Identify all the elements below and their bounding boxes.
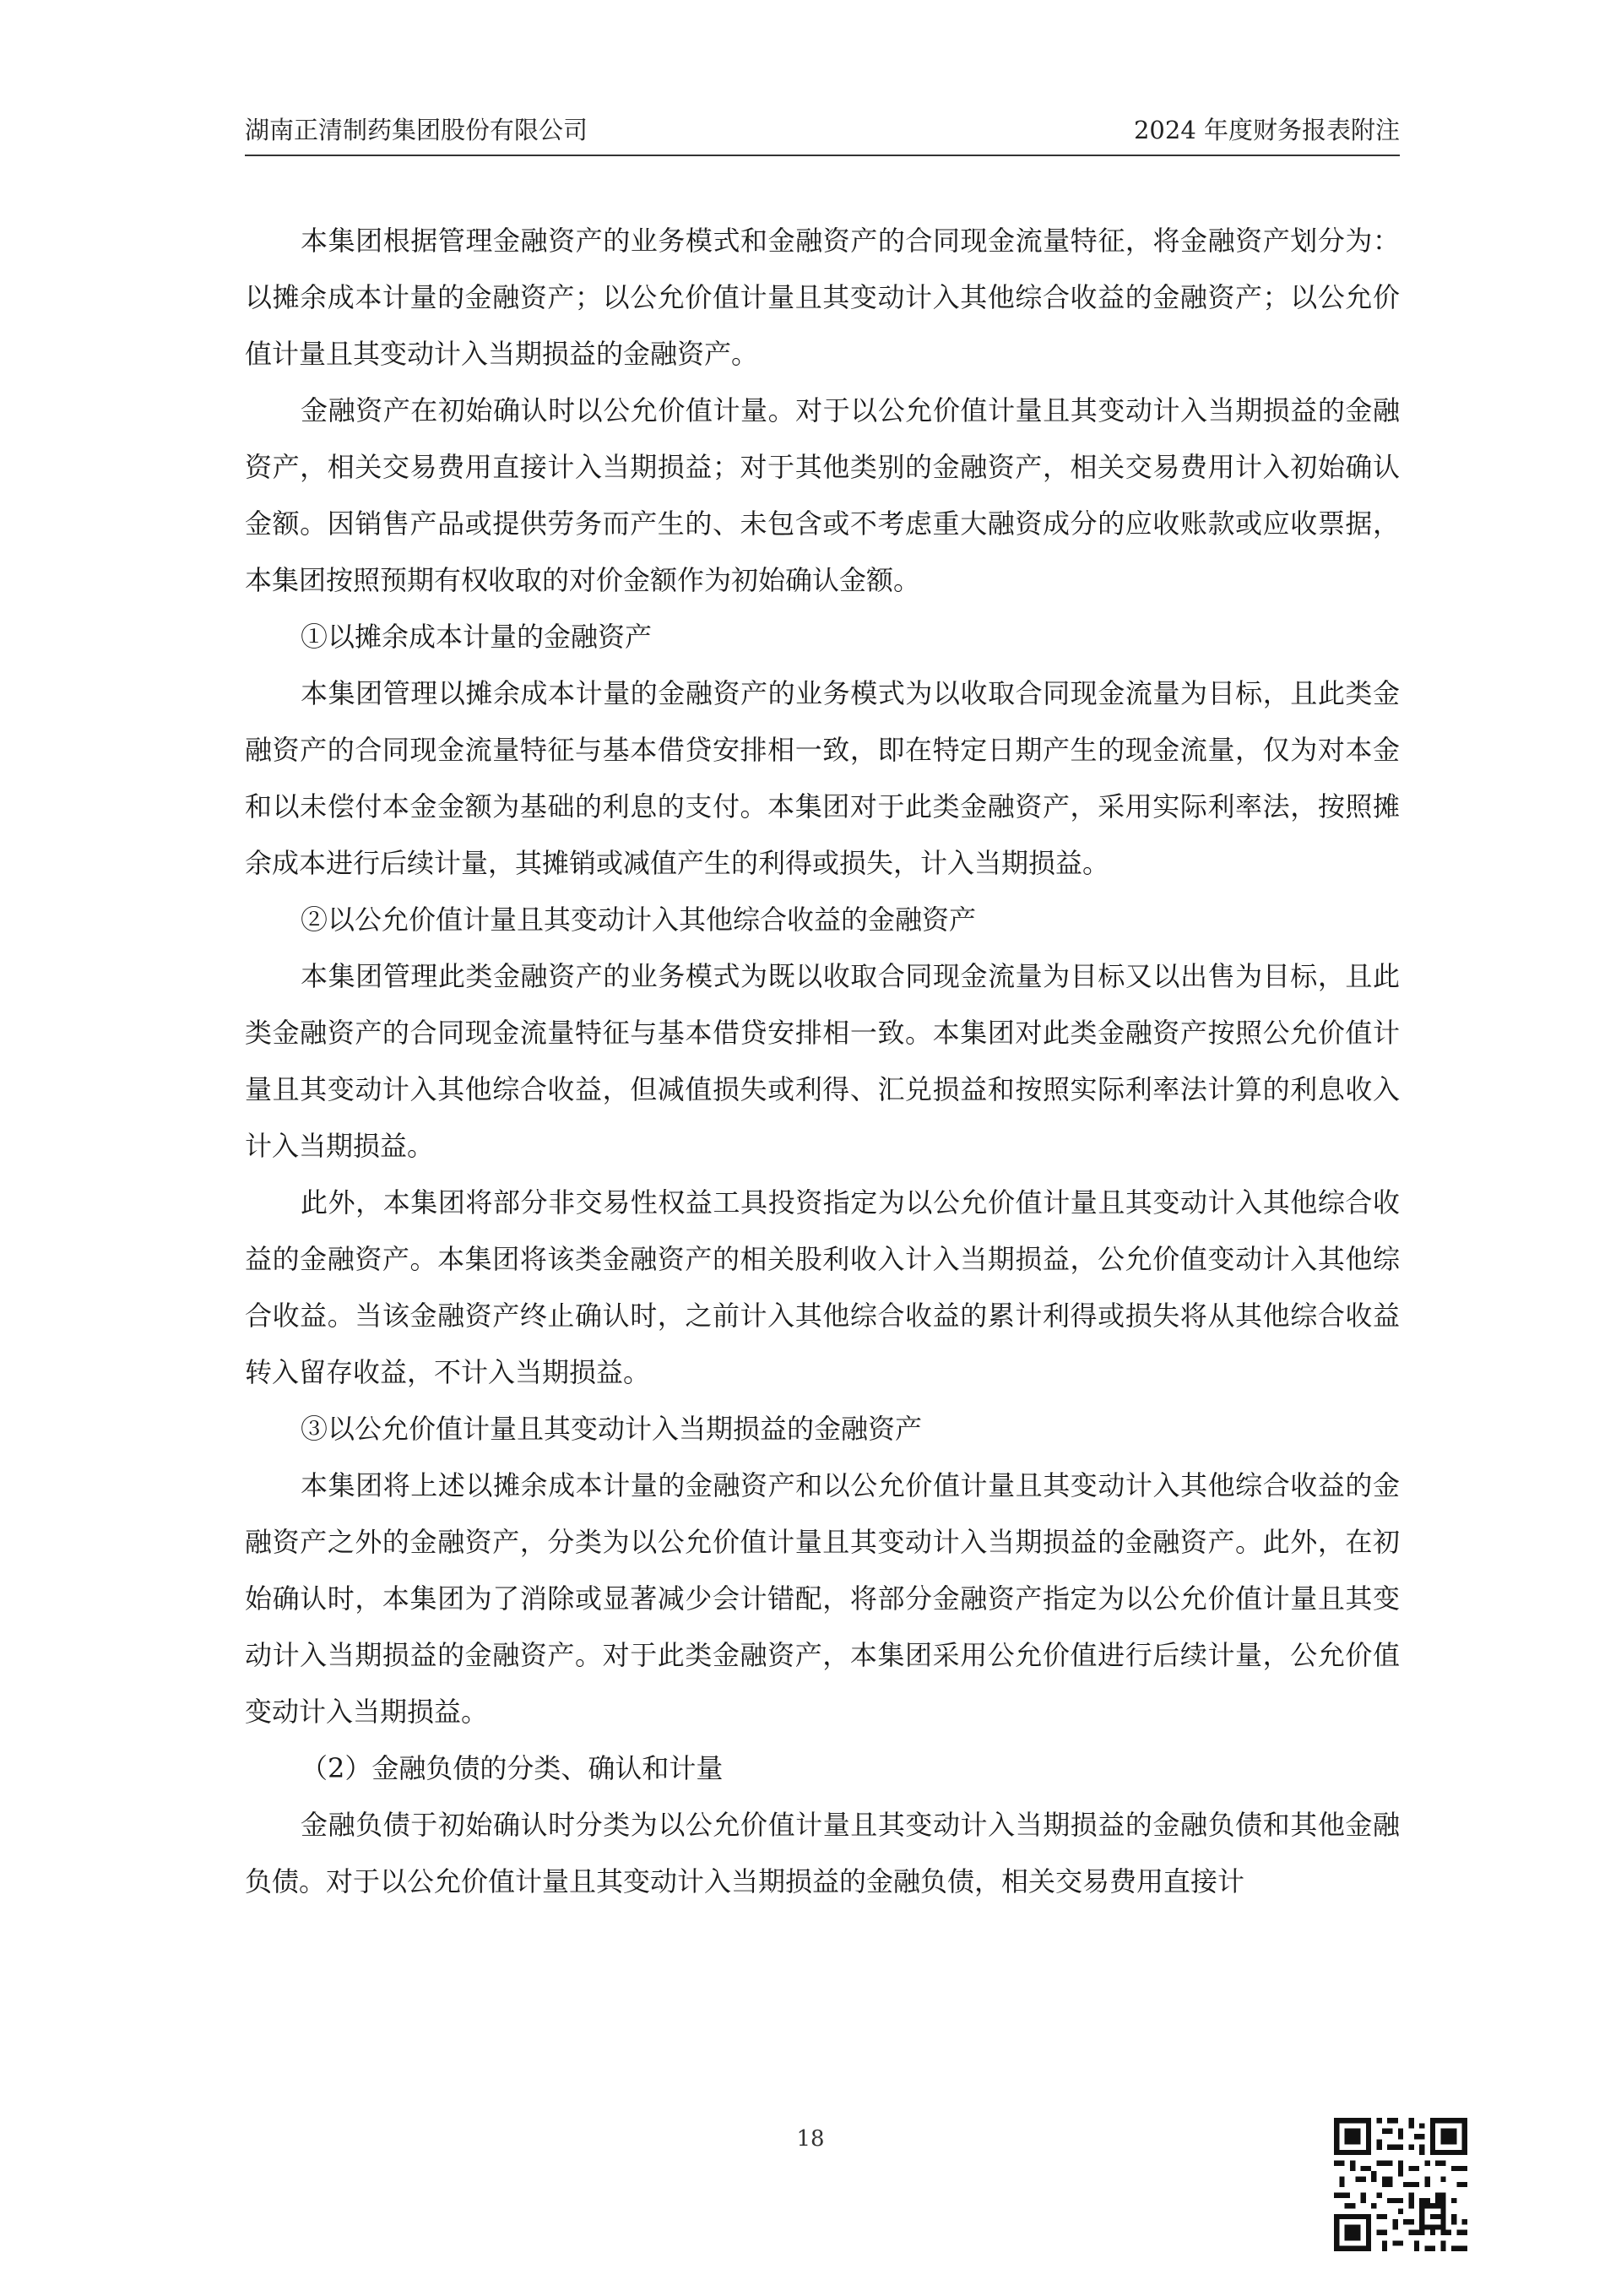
subheading: ②以公允价值计量且其变动计入其他综合收益的金融资产 [301, 904, 977, 936]
qr-code-icon [1334, 2118, 1467, 2251]
paragraph: 此外，本集团将部分非交易性权益工具投资指定为以公允价值计量且其变动计入其他综合收益的金融资产。本集团将该类金融资产的相关股利收入计入当期损益，公允价值变动计入其他综合收益。当该金融资产终止确认时，之前计入其他综合收益的累计利得或损失将从其他综合收益转入留存收益，不计入当期损益。 [245, 1186, 1400, 1388]
header-divider [245, 155, 1400, 156]
paragraph: 本集团管理以摊余成本计量的金融资产的业务模式为以收取合同现金流量为目标，且此类金融资产的合同现金流量特征与基本借贷安排相一致，即在特定日期产生的现金流量，仅为对本金和以未偿付本金金额为基础的利息的支付。本集团对于此类金融资产，采用实际利率法，按照摊余成本进行后续计量，其摊销或减值产生的利得或损失，计入当期损益。 [245, 677, 1400, 879]
page-number: 18 [796, 2126, 825, 2152]
page-header [245, 111, 1400, 149]
paragraph: 本集团将上述以摊余成本计量的金融资产和以公允价值计量且其变动计入其他综合收益的金融资产之外的金融资产，分类为以公允价值计量且其变动计入当期损益的金融资产。此外，在初始确认时，本集团为了消除或显著减少会计错配，将部分金融资产指定为以公允价值计量且其变动计入当期损益的金融资产。对于此类金融资产，本集团采用公允价值进行后续计量，公允价值变动计入当期损益。 [245, 1469, 1400, 1728]
paragraph: 本集团根据管理金融资产的业务模式和金融资产的合同现金流量特征，将金融资产划分为：以摊余成本计量的金融资产；以公允价值计量且其变动计入其他综合收益的金融资产；以公允价值计量且其变动计入当期损益的金融资产。 [245, 225, 1400, 370]
document-body [245, 213, 1400, 1910]
header-company-name: 湖南正清制药集团股份有限公司 [245, 116, 588, 144]
paragraph: 金融资产在初始确认时以公允价值计量。对于以公允价值计量且其变动计入当期损益的金融资产，相关交易费用直接计入当期损益；对于其他类别的金融资产，相关交易费用计入初始确认金额。因销售产品或提供劳务而产生的、未包含或不考虑重大融资成分的应收账款或应收票据，本集团按照预期有权收取的对价金额作为初始确认金额。 [245, 394, 1400, 596]
header-report-title: 2024 年度财务报表附注 [1133, 116, 1400, 144]
section-heading: （2）金融负债的分类、确认和计量 [301, 1752, 724, 1784]
subheading: ③以公允价值计量且其变动计入当期损益的金融资产 [301, 1413, 923, 1445]
paragraph: 本集团管理此类金融资产的业务模式为既以收取合同现金流量为目标又以出售为目标，且此类金融资产的合同现金流量特征与基本借贷安排相一致。本集团对此类金融资产按照公允价值计量且其变动计入其他综合收益，但减值损失或利得、汇兑损益和按照实际利率法计算的利息收入计入当期损益。 [245, 960, 1400, 1162]
subheading: ①以摊余成本计量的金融资产 [301, 621, 653, 653]
paragraph: 金融负债于初始确认时分类为以公允价值计量且其变动计入当期损益的金融负债和其他金融负债。对于以公允价值计量且其变动计入当期损益的金融负债，相关交易费用直接计 [245, 1809, 1400, 1897]
